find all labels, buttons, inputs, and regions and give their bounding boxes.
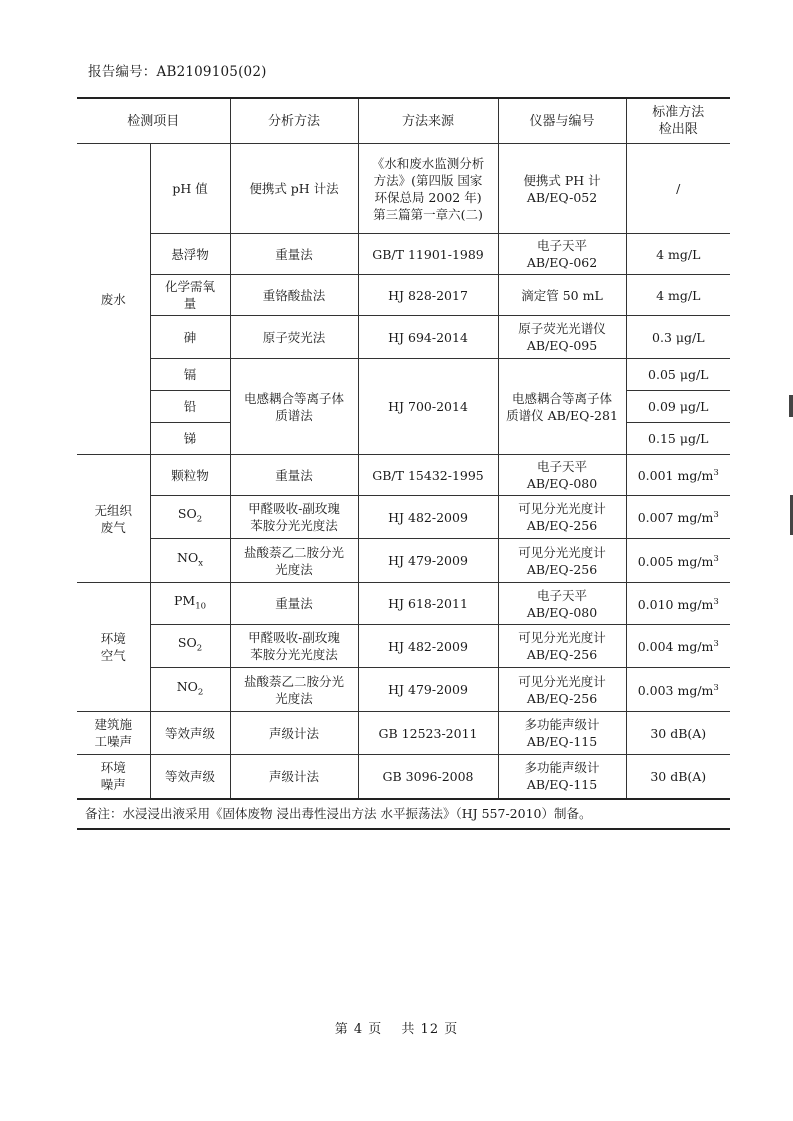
method-so2-ambient: 甲醛吸收-副玫瑰 苯胺分光光度法 <box>230 625 358 668</box>
source-pm10: HJ 618-2011 <box>358 583 498 625</box>
group-wastewater: 废水 <box>77 144 150 455</box>
item-so2-ambient: $SO_2$ <box>150 625 230 668</box>
method-ss: 重量法 <box>230 234 358 275</box>
source-so2-unorganized: HJ 482-2009 <box>358 496 498 539</box>
scan-edge-mark <box>789 395 793 417</box>
header-source: 方法来源 <box>358 98 498 144</box>
header-instrument: 仪器与编号 <box>498 98 626 144</box>
table-row <box>77 583 730 625</box>
note-row <box>77 799 730 829</box>
table-row <box>77 455 730 496</box>
instrument-tsp: 电子天平 AB/EQ-080 <box>498 455 626 496</box>
item-tsp: 颗粒物 <box>150 455 230 496</box>
report-number: 报告编号：AB2109105(02) <box>88 64 267 80</box>
header-method: 分析方法 <box>230 98 358 144</box>
instrument-pm10: 电子天平 AB/EQ-080 <box>498 583 626 625</box>
header-item: 检测项目 <box>77 98 230 144</box>
table-row <box>77 712 730 755</box>
instrument-noise-construction: 多功能声级计 AB/EQ-115 <box>498 712 626 755</box>
source-ss: GB/T 11901-1989 <box>358 234 498 275</box>
limit-noise-env: 30 dB(A) <box>626 755 730 799</box>
group-construction-noise: 建筑施 工噪声 <box>77 712 150 755</box>
table-header-row <box>77 98 730 144</box>
instrument-noise-env: 多功能声级计 AB/EQ-115 <box>498 755 626 799</box>
item-ss: 悬浮物 <box>150 234 230 275</box>
table-row <box>77 275 730 316</box>
table-row <box>77 539 730 583</box>
limit-nox: 0.005 $mg/m^3$ <box>626 539 730 583</box>
item-cadmium: 镉 <box>150 359 230 391</box>
detection-methods-table <box>77 97 730 830</box>
method-cod: 重铬酸盐法 <box>230 275 358 316</box>
method-nox: 盐酸萘乙二胺分光 光度法 <box>230 539 358 583</box>
instrument-ph: 便携式 PH 计 AB/EQ-052 <box>498 144 626 234</box>
table-note: 备注：水浸浸出液采用《固体废物 浸出毒性浸出方法 水平振荡法》（HJ 557-2010）制备。 <box>77 799 730 829</box>
group-env-noise: 环境 噪声 <box>77 755 150 799</box>
method-noise-construction: 声级计法 <box>230 712 358 755</box>
item-noise-construction: 等效声级 <box>150 712 230 755</box>
instrument-no2: 可见分光光度计 AB/EQ-256 <box>498 668 626 712</box>
limit-no2: 0.003 $mg/m^3$ <box>626 668 730 712</box>
instrument-arsenic: 原子荧光光谱仪 AB/EQ-095 <box>498 316 626 359</box>
source-arsenic: HJ 694-2014 <box>358 316 498 359</box>
table-row <box>77 496 730 539</box>
limit-pm10: 0.010 $mg/m^3$ <box>626 583 730 625</box>
method-ph: 便携式 pH 计法 <box>230 144 358 234</box>
item-no2: $NO_2$ <box>150 668 230 712</box>
limit-lead: 0.09 μg/L <box>626 391 730 423</box>
limit-arsenic: 0.3 μg/L <box>626 316 730 359</box>
source-noise-construction: GB 12523-2011 <box>358 712 498 755</box>
method-so2-unorganized: 甲醛吸收-副玫瑰 苯胺分光光度法 <box>230 496 358 539</box>
instrument-so2-ambient: 可见分光光度计 AB/EQ-256 <box>498 625 626 668</box>
header-limit: 标准方法 检出限 <box>626 98 730 144</box>
method-arsenic: 原子荧光法 <box>230 316 358 359</box>
source-tsp: GB/T 15432-1995 <box>358 455 498 496</box>
method-icp: 电感耦合等离子体 质谱法 <box>230 359 358 455</box>
item-nox: $NO_x$ <box>150 539 230 583</box>
table-row <box>77 234 730 275</box>
source-cod: HJ 828-2017 <box>358 275 498 316</box>
method-noise-env: 声级计法 <box>230 755 358 799</box>
instrument-cod: 滴定管 50 mL <box>498 275 626 316</box>
source-nox: HJ 479-2009 <box>358 539 498 583</box>
group-unorganized-gas: 无组织 废气 <box>77 455 150 583</box>
table-row <box>77 755 730 799</box>
limit-tsp: 0.001 $mg/m^3$ <box>626 455 730 496</box>
method-pm10: 重量法 <box>230 583 358 625</box>
source-no2: HJ 479-2009 <box>358 668 498 712</box>
group-ambient-air: 环境 空气 <box>77 583 150 712</box>
item-so2-unorganized: $SO_2$ <box>150 496 230 539</box>
table-row <box>77 144 730 234</box>
item-lead: 铅 <box>150 391 230 423</box>
page-number: 第 4 页 共 12 页 <box>334 1022 459 1037</box>
method-no2: 盐酸萘乙二胺分光 光度法 <box>230 668 358 712</box>
source-so2-ambient: HJ 482-2009 <box>358 625 498 668</box>
item-ph: pH 值 <box>150 144 230 234</box>
item-noise-env: 等效声级 <box>150 755 230 799</box>
instrument-ss: 电子天平 AB/EQ-062 <box>498 234 626 275</box>
limit-ss: 4 mg/L <box>626 234 730 275</box>
limit-so2-ambient: 0.004 $mg/m^3$ <box>626 625 730 668</box>
table-row <box>77 359 730 391</box>
source-ph: 《水和废水监测分析 方法》(第四版 国家 环保总局 2002 年) 第三篇第一章六(二) <box>358 144 498 234</box>
item-antimony: 锑 <box>150 423 230 455</box>
limit-cadmium: 0.05 μg/L <box>626 359 730 391</box>
table-row <box>77 668 730 712</box>
item-cod: 化学需氧 量 <box>150 275 230 316</box>
method-tsp: 重量法 <box>230 455 358 496</box>
limit-ph: / <box>626 144 730 234</box>
instrument-icp: 电感耦合等离子体 质谱仪 AB/EQ-281 <box>498 359 626 455</box>
item-arsenic: 砷 <box>150 316 230 359</box>
item-pm10: $PM_{10}$ <box>150 583 230 625</box>
limit-antimony: 0.15 μg/L <box>626 423 730 455</box>
instrument-so2-unorganized: 可见分光光度计 AB/EQ-256 <box>498 496 626 539</box>
source-noise-env: GB 3096-2008 <box>358 755 498 799</box>
limit-cod: 4 mg/L <box>626 275 730 316</box>
limit-noise-construction: 30 dB(A) <box>626 712 730 755</box>
source-icp: HJ 700-2014 <box>358 359 498 455</box>
instrument-nox: 可见分光光度计 AB/EQ-256 <box>498 539 626 583</box>
table-row <box>77 625 730 668</box>
table-row <box>77 316 730 359</box>
limit-so2-unorganized: 0.007 $mg/m^3$ <box>626 496 730 539</box>
